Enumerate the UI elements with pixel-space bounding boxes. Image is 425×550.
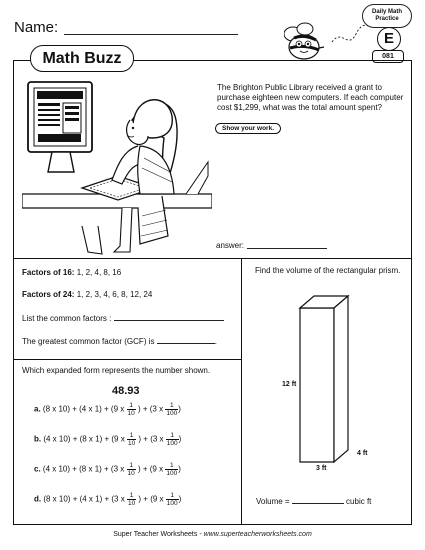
divider-top (13, 258, 412, 259)
answer-label: answer: (216, 241, 245, 250)
fraction (127, 492, 136, 507)
volume-prompt: Find the volume of the rectangular prism. (255, 266, 401, 275)
numerator: 1 (127, 432, 136, 440)
volume-label: Volume = (256, 497, 290, 506)
option-letter: a. (34, 404, 41, 414)
worksheet-code: 081 (372, 50, 404, 63)
denominator: 10 (127, 470, 135, 477)
numerator: 1 (127, 462, 136, 470)
option-c[interactable] (34, 462, 181, 477)
footer-url-link[interactable]: www.superteacherworksheets.com (203, 531, 312, 538)
option-letter: d. (34, 494, 42, 504)
word-problem-text: The Brighton Public Library received a grant to purchase eighteen new computers. If each computer cost $1,299, what was the total amount spent? (217, 83, 404, 112)
show-work-badge: Show your work. (215, 123, 281, 134)
option-mid: ) + (3 x (138, 434, 164, 444)
option-end: ) (178, 464, 181, 474)
option-text: (4 x 10) + (8 x 1) + (3 x (42, 464, 125, 474)
numerator: 1 (165, 402, 178, 410)
bubble-line1: Daily Math (371, 9, 402, 15)
divider-left (13, 359, 241, 360)
common-factors-input-line[interactable] (114, 320, 224, 321)
common-factors-prompt: List the common factors : (22, 314, 112, 323)
height-label: 12 ft (282, 381, 297, 388)
level-letter: E (377, 27, 401, 51)
number-shown: 48.93 (112, 385, 140, 397)
numerator: 1 (166, 432, 179, 440)
gcf-row (22, 337, 217, 346)
numerator: 1 (165, 462, 178, 470)
option-mid: ) + (9 x (138, 494, 164, 504)
option-letter: b. (34, 434, 42, 444)
page-title: Math Buzz (30, 45, 134, 72)
volume-input-line[interactable] (292, 503, 344, 504)
factors-24-label: Factors of 24: (22, 290, 75, 299)
denominator: 10 (127, 440, 136, 447)
footer-separator: - (197, 531, 204, 538)
option-mid: ) + (9 x (137, 464, 164, 474)
footer (0, 531, 425, 538)
option-d[interactable] (34, 492, 181, 507)
gcf-input-line[interactable] (157, 343, 215, 344)
denominator: 100 (166, 500, 178, 507)
volume-row (256, 497, 371, 506)
option-b[interactable] (34, 432, 181, 447)
denominator: 10 (127, 410, 135, 417)
name-label: Name: (14, 19, 59, 36)
option-end: ) (178, 494, 182, 504)
expanded-prompt: Which expanded form represents the number shown. (22, 366, 211, 375)
option-mid: ) + (3 x (137, 404, 164, 414)
common-factors-row (22, 314, 224, 323)
factors-16-values: 1, 2, 4, 8, 16 (76, 268, 122, 277)
denominator: 100 (166, 410, 178, 417)
fraction (127, 432, 136, 447)
numerator: 1 (127, 492, 136, 500)
volume-unit: cubic ft (346, 497, 372, 506)
gcf-prompt: The greatest common factor (GCF) is (22, 337, 155, 346)
rectangular-prism-diagram (290, 294, 360, 470)
girl-at-computer-illustration (22, 76, 212, 258)
factors-24-row (22, 290, 152, 299)
fraction (165, 462, 178, 477)
denominator: 10 (127, 500, 136, 507)
factors-24-values: 1, 2, 3, 4, 6, 8, 12, 24 (76, 290, 153, 299)
option-text: (8 x 10) + (4 x 1) + (9 x (42, 404, 125, 414)
numerator: 1 (127, 402, 136, 410)
option-text: (8 x 10) + (4 x 1) + (3 x (43, 494, 125, 504)
option-end: ) (178, 434, 182, 444)
footer-brand: Super Teacher Worksheets (113, 531, 198, 538)
fraction (166, 432, 179, 447)
option-letter: c. (34, 464, 41, 474)
divider-vertical (241, 258, 242, 525)
fraction (165, 402, 178, 417)
factors-16-row (22, 268, 121, 277)
name-input-line[interactable] (64, 34, 238, 35)
fraction (127, 402, 136, 417)
numerator: 1 (166, 492, 179, 500)
width-label: 3 ft (316, 465, 327, 472)
denominator: 100 (166, 440, 178, 447)
depth-label: 4 ft (357, 450, 368, 457)
option-text: (4 x 10) + (8 x 1) + (9 x (43, 434, 125, 444)
bubble-line2: Practice (375, 16, 399, 22)
gcf-period: . (214, 337, 217, 346)
option-a[interactable] (34, 402, 181, 417)
option-end: ) (178, 404, 181, 414)
answer-input-line[interactable] (247, 248, 327, 249)
denominator: 100 (166, 470, 178, 477)
fraction (127, 462, 136, 477)
daily-math-practice-bubble (362, 4, 412, 28)
fraction (166, 492, 179, 507)
factors-16-label: Factors of 16: (22, 268, 75, 277)
bee-icon (284, 20, 374, 64)
